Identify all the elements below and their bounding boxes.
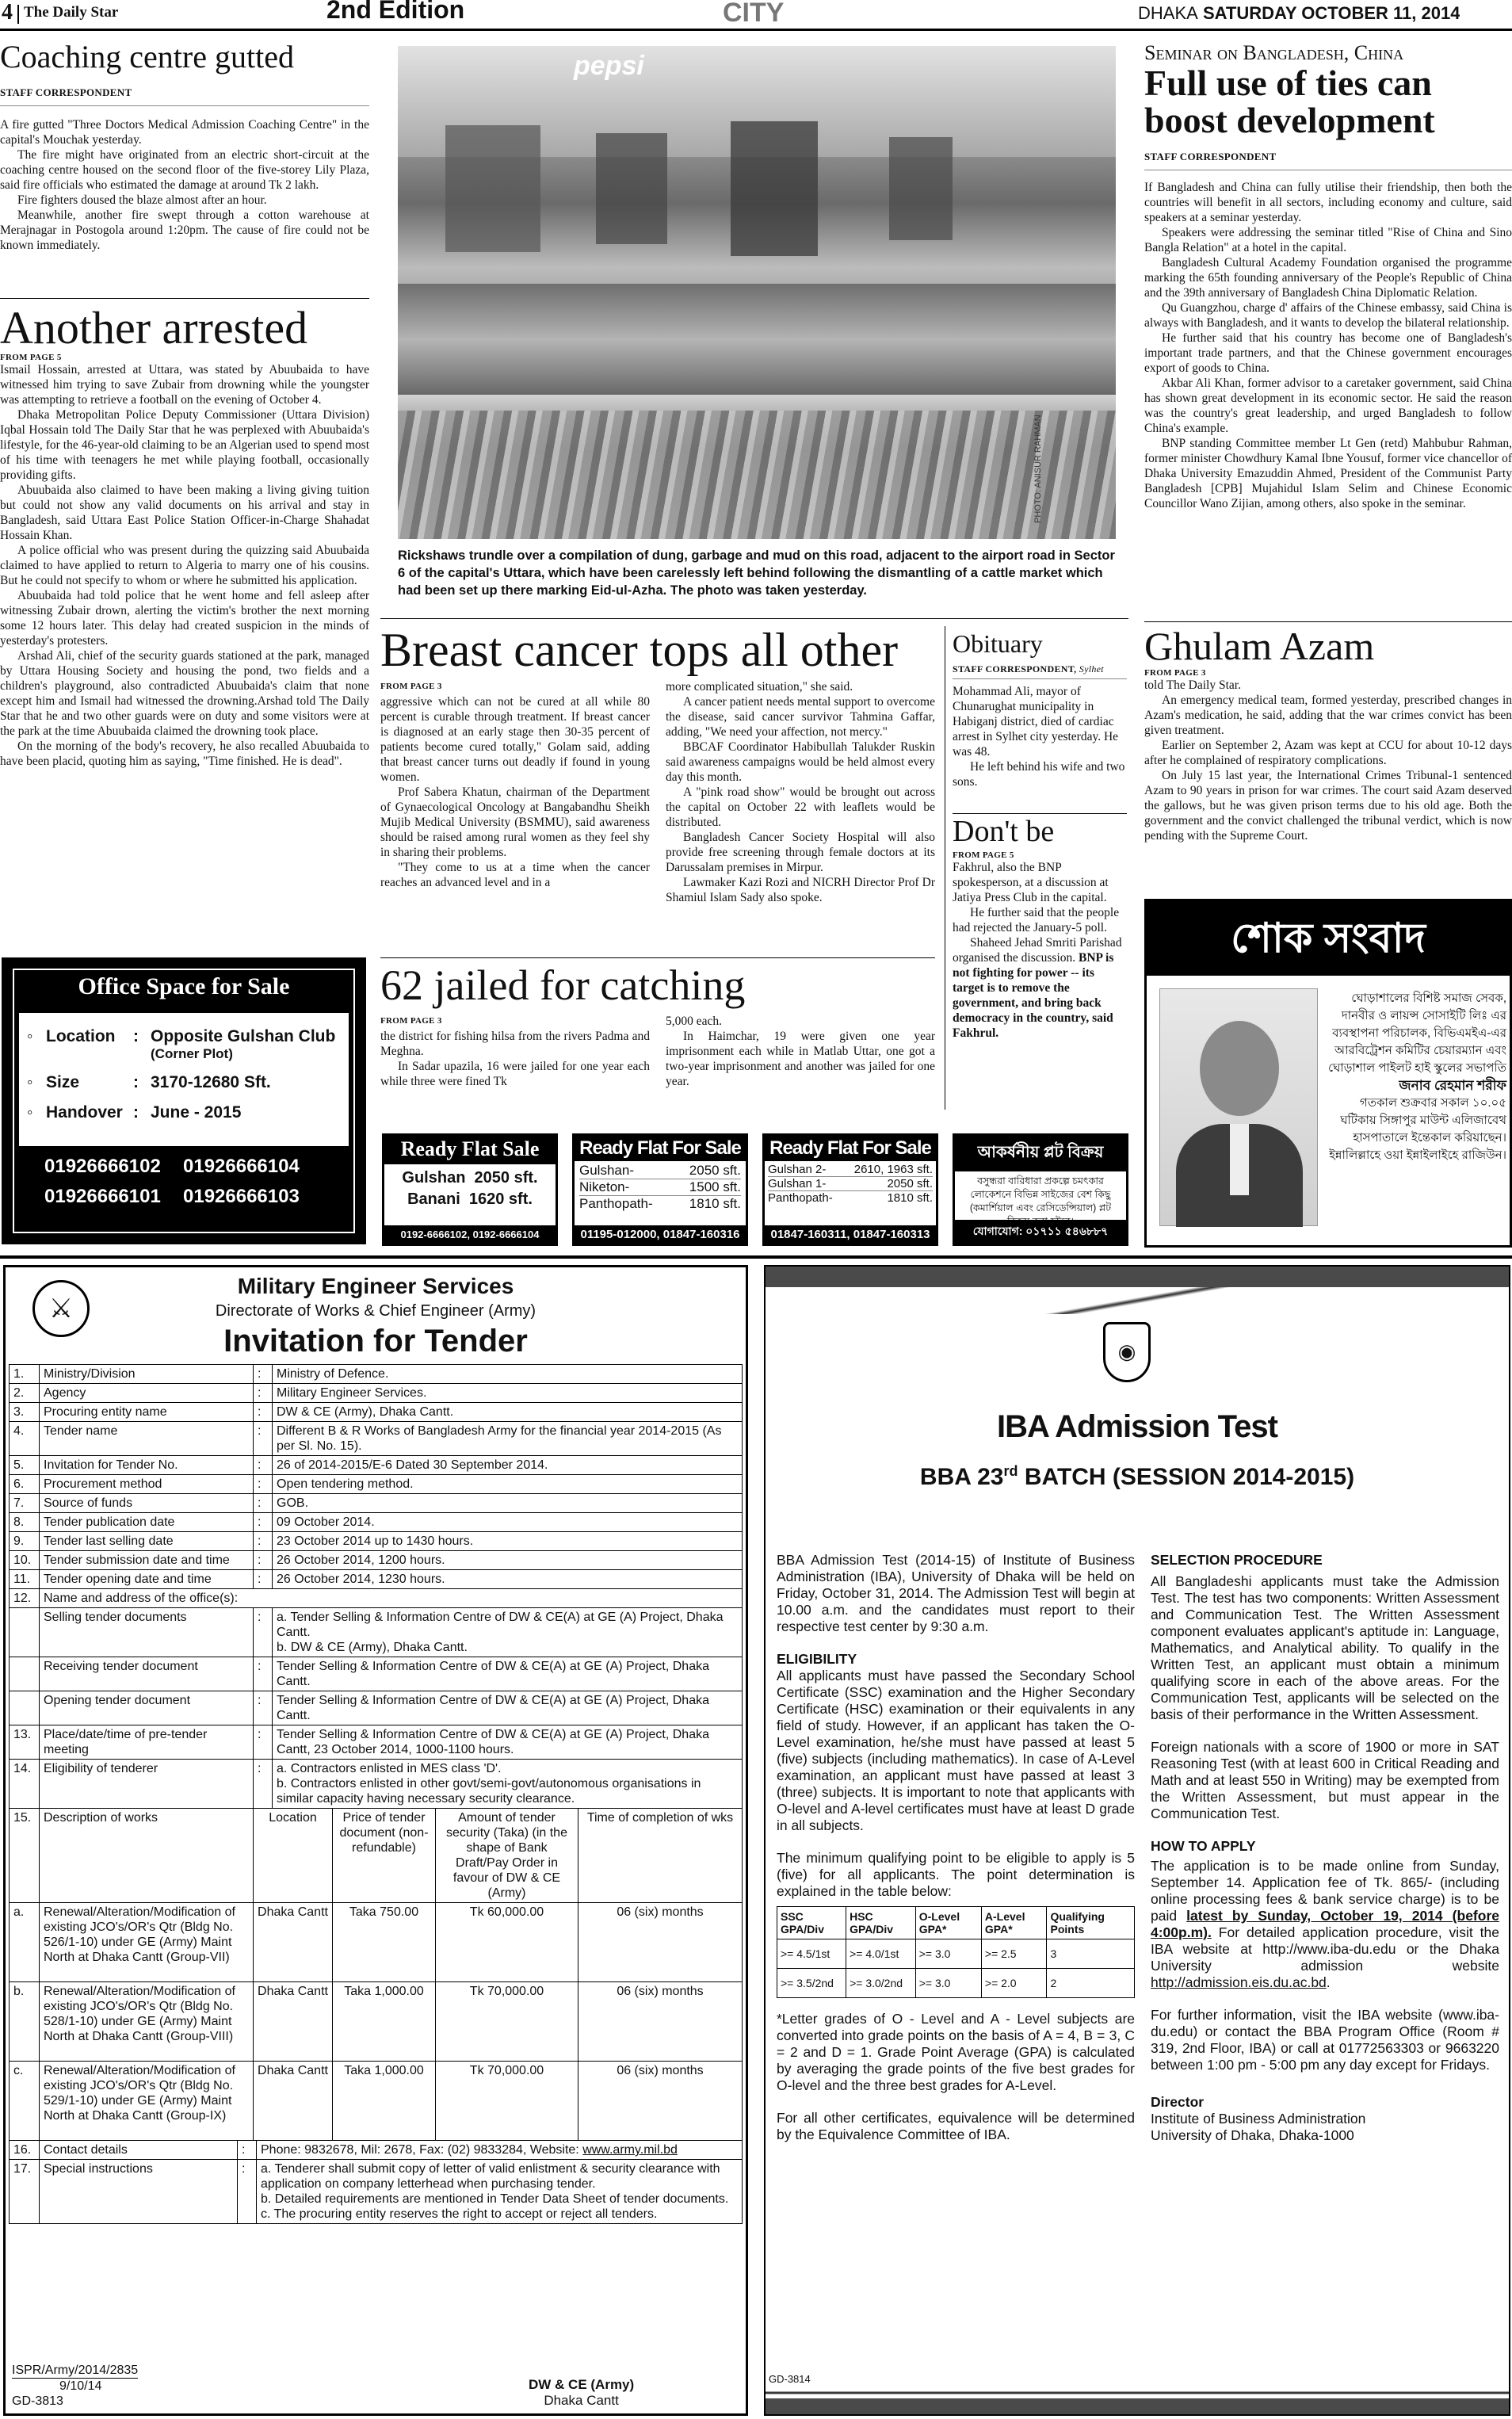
jailed-para: In Haimchar, 19 were given one year imprisonment each while in Matlab Uttar, one got a two-year imprisonment and another was jailed for one year. (666, 1030, 935, 1089)
jailed-article (380, 964, 935, 1122)
flat-ad-3-size: 2610, 1963 sft. (853, 1163, 933, 1176)
iba-admission-link[interactable]: http://admission.eis.du.ac.bd (1151, 1974, 1327, 1990)
tender-cell: 09 October 2014. (273, 1513, 743, 1532)
dontbe-article (953, 816, 1127, 1110)
edition-label: 2nd Edition (326, 0, 465, 24)
tender-cell: 23 October 2014 up to 1430 hours. (273, 1532, 743, 1551)
coaching-article (0, 41, 369, 295)
tender-cell: Place/date/time of pre-tender meeting (40, 1725, 254, 1760)
tender-cell: Tender Selling & Information Centre of DW & CE(A) at GE (A) Project, Dhaka Cantt. (273, 1691, 743, 1725)
cancer-col-1 (380, 679, 650, 905)
cancer-para: Prof Sabera Khatun, chairman of the Department of Gynaecological Oncology at Bangabandhu Sheikh Mujib Medical University (BSMMU), said awareness should be raised among rural women as they feel shy in sharing their problems. (380, 785, 650, 860)
seminar-para: He further said that his country has become one of Bangladesh's important trade partners, and that the Chinese government encourages export of goods to China. (1144, 331, 1512, 375)
office-ad-corner: (Corner Plot) (151, 1046, 233, 1061)
works-cell: Dhaka Cantt (254, 1903, 333, 1982)
iba-title: IBA Admission Test (997, 1409, 1277, 1444)
coaching-body (0, 117, 369, 253)
iba-grid-header-cell: SSC GPA/Div (777, 1907, 846, 1939)
works-header-cell: Description of works (40, 1809, 254, 1903)
seminar-headline: Full use of ties can boost development (1144, 63, 1435, 140)
coaching-para: A fire gutted "Three Doctors Medical Admission Coaching Centre" in the capital's Mouchak yesterday. (0, 117, 369, 147)
divider (380, 618, 1128, 619)
seminar-para: If Bangladesh and China can fully utilise their friendship, then both the countries will benefit in all sectors, including economy and culture, said speakers at a seminar yesterday. (1144, 180, 1512, 224)
seminar-para: Speakers were addressing the seminar titled "Rise of China and Sino Bangla Relation" at a hotel in the capital. (1144, 225, 1512, 254)
flat-ad-2-size: 1500 sft. (689, 1179, 741, 1194)
iba-left-column (777, 1552, 1135, 2143)
du-crest-icon: ◉ (1103, 1322, 1151, 1382)
tender-ref (12, 2363, 138, 2409)
tender-cell: Contact details (40, 2141, 238, 2160)
dontbe-body (953, 860, 1127, 1041)
tender-cell: 9. (10, 1532, 40, 1551)
seminar-para: BNP standing Committee member Lt Gen (retd) Mahbubur Rahman, former minister Chowdhury Kamal Ibne Yousuf, former vice chancellor of Dhaka University Emazuddin Ahmed, President of the Communist Party Bangladesh [CPB] Mujahidul Islam Selim and Chinese Economic Councillor Wano Zijian, among others, also spoke in the seminar. (1144, 436, 1512, 510)
condolence-text: ঘোড়াশালের বিশিষ্ট সমাজ সেবক, দানবীর ও লায়ন্স সোসাইটি লিঃ এর ব্যবস্থাপনা পরিচালক, বিভিএমইএ-এর আরবিট্রেশন কমিটির চেয়ারম্যান এবং ঘোড়াশাল পাইলট হাই স্কুলের সভাপতি (1328, 992, 1506, 1075)
dontbe-para-bold: BNP is not fighting for power -- its target is to remove the government, and bring back democracy in the country, said Fakhrul. (953, 950, 1114, 1040)
tender-org: Military Engineer Services (237, 1274, 514, 1298)
iba-gd: GD-3814 (769, 2373, 811, 2385)
condolence-name: জনাব রেহমান শরীফ (1399, 1078, 1506, 1093)
works-cell: Tk 70,000.00 (436, 2062, 578, 2141)
flat-ad-2-title: Ready Flat For Sale (575, 1136, 746, 1161)
works-header-row: 15. Description of works Location Price of tender document (non-refundable) Amount of tender security (Taka) (in the shape of Bank Draft/Pay Order in favour of DW & CE (Army) Time of completion of wks (10, 1809, 743, 1903)
azam-article (1144, 626, 1512, 888)
tender-cell: 5. (10, 1456, 40, 1475)
tender-cell: Ministry of Defence. (273, 1365, 743, 1384)
cancer-article (380, 626, 935, 967)
office-ad-title: Office Space for Sale (78, 973, 290, 999)
jailed-from-page: FROM PAGE 3 (380, 1016, 442, 1026)
iba-grid-header-cell: A-Level GPA* (981, 1907, 1047, 1939)
seminar-para: Qu Guangzhou, charge d' affairs of the Chinese embassy, said China is always with Bangladesh, and it wants to develop the bilateral relationship. (1144, 300, 1512, 330)
office-ad-row-location: ◦ Location : Opposite Gulshan Club (27, 1027, 336, 1045)
iba-batch (766, 1463, 1509, 1491)
tender-cell: 10. (10, 1551, 40, 1570)
iba-elig: All applicants must have passed the Secondary School Certificate (SSC) examination and the Higher Secondary Certificate (HSC) examination or their equivalents in any field of study. However, if an applicant has taken the O-Level examination, he/she must have passed at least 5 (five) subjects (including mathematics). In case of A-Level examination, an applicant must have passed at least 3 (three) subjects. It is important to note that applicants with O-level and A-level certificates must have at least D grade in all subjects. (777, 1668, 1135, 1833)
flat-ad-2-rows (575, 1161, 746, 1213)
tender-cell: Receiving tender document (40, 1657, 254, 1691)
flat-ad-2-area: Panthopath- (579, 1196, 653, 1211)
works-cell: Dhaka Cantt (254, 2062, 333, 2141)
arrested-headline: Another arrested (0, 304, 308, 353)
works-row (10, 1903, 743, 1982)
jailed-headline: 62 jailed for catching (380, 964, 746, 1009)
office-space-ad (2, 957, 366, 1244)
works-cell: Renewal/Alteration/Modification of existing JCO's/OR's Qtr (Bldg No. 526/1-10) under GE (Army) Maint North at Dhaka Cantt (Group-VII) (40, 1903, 254, 1982)
iba-elig-head: ELIGIBILITY (777, 1651, 857, 1667)
tender-gd: GD-3813 (12, 2394, 63, 2408)
azam-para: Earlier on September 2, Azam was kept at CCU for about 10-12 days after he complained of respiratory complications. (1144, 739, 1512, 767)
coaching-para: The fire might have originated from an electric short-circuit at the coaching centre housed on the second floor of the five-storey Lily Plaza, said fire officials who estimated the damage at around Tk 2 lakh. (0, 147, 369, 192)
tender-row: 6. Procurement method : Open tendering method. (10, 1475, 743, 1494)
tender-cell: GOB. (273, 1494, 743, 1513)
flat-ad-1-line: Banani 1620 sft. (407, 1190, 533, 1208)
cancer-para: aggressive which can not be cured at all while 80 percent is curable through treatment. If breast cancer is diagnosed at an early stage then 30-35 percent of patients become cured totally," Golam said, adding that breast cancer turns out deadly if found in young women. (380, 695, 650, 785)
works-header-cell: Time of completion of wks (578, 1809, 743, 1903)
photo-sign: pepsi (574, 51, 644, 81)
dontbe-para: Fakhrul, also the BNP spokesperson, at a discussion at Jatiya Press Club in the capital. (953, 860, 1109, 904)
plot-ad (953, 1133, 1128, 1246)
jailed-para: 5,000 each. (666, 1015, 723, 1029)
tender-cell: Procuring entity name (40, 1403, 254, 1422)
tender-cell: Procurement method (40, 1475, 254, 1494)
tender-cell: Special instructions (40, 2160, 238, 2224)
works-row (10, 2062, 743, 2141)
tender-cell: 4. (10, 1422, 40, 1456)
cancer-para: more complicated situation," she said. (666, 680, 853, 694)
cancer-para: BBCAF Coordinator Habibullah Talukder Ruskin said awareness campaigns would be held almost every day this month. (666, 740, 935, 785)
jailed-col-2 (666, 1014, 935, 1089)
iba-apply (1151, 1858, 1499, 1991)
dateline-city: DHAKA (1138, 3, 1198, 23)
flat-ad-1 (382, 1133, 558, 1246)
tender-cell: Tender publication date (40, 1513, 254, 1532)
tender-cell: a. Tender Selling & Information Centre of DW & CE(A) at GE (A) Project, Dhaka Cantt. b. DW & CE (Army), Dhaka Cantt. (273, 1608, 743, 1657)
seminar-article (1144, 41, 1512, 620)
tender-cell: Tender opening date and time (40, 1570, 254, 1589)
flat-ad-1-line: Gulshan 2050 sft. (402, 1169, 538, 1187)
tender-row: 7. Source of funds : GOB. (10, 1494, 743, 1513)
azam-para: An emergency medical team, formed yesterday, prescribed changes in Azam's medication, he said, adding that the war crimes convict has been given treatment. (1144, 694, 1512, 737)
tender-ref-number: ISPR/Army/2014/2835 (12, 2364, 139, 2377)
tender-cell: Ministry/Division (40, 1365, 254, 1384)
tender-cell: Military Engineer Services. (273, 1384, 743, 1403)
condolence-title: শোক সংবাদ (1147, 901, 1510, 976)
tender-cell: Source of funds (40, 1494, 254, 1513)
cancer-headline: Breast cancer tops all other (380, 626, 899, 676)
flat-ad-2-size: 2050 sft. (689, 1163, 741, 1178)
iba-apply-text: For detailed application procedure, visit the IBA website at http://www.iba-du.edu or the Dhaka University admission website (1151, 1924, 1499, 1974)
tender-row: 9. Tender last selling date : 23 October 2014 up to 1430 hours. (10, 1532, 743, 1551)
tender-row: 4. Tender name : Different B & R Works of Bangladesh Army for the financial year 2014-2015 (As per Sl. No. 15). (10, 1422, 743, 1456)
office-ad-phone: 01926666104 (183, 1156, 300, 1177)
condolence-text: গতকাল শুক্রবার সকাল ১০.০৫ ঘটিকায় সিঙ্গাপুর মাউন্ট এলিজাবেথ হাসপাতালে ইন্তেকাল করিয়াছেন। ইন্নালিল্লাহে ওয়া ইন্নাইলাইহে রাজিউন। (1329, 1096, 1506, 1162)
jailed-para: the district for fishing hilsa from the rivers Padma and Meghna. (380, 1030, 650, 1059)
works-cell: Renewal/Alteration/Modification of existing JCO's/OR's Qtr (Bldg No. 528/1-10) under GE (Army) Maint North at Dhaka Cantt (Group-VIII) (40, 1982, 254, 2062)
tender-cell: 26 of 2014-2015/E-6 Dated 30 September 2014. (273, 1456, 743, 1475)
iba-batch-post: BATCH (SESSION 2014-2015) (1018, 1464, 1355, 1490)
iba-grid-row (777, 1939, 1135, 1969)
iba-sel-head: SELECTION PROCEDURE (1151, 1552, 1323, 1568)
condolence-ad (1144, 899, 1512, 1248)
office-ad-phones (21, 1156, 346, 1208)
works-cell: c. (10, 2062, 40, 2141)
tender-cell: Tender submission date and time (40, 1551, 254, 1570)
cancer-from-page: FROM PAGE 3 (380, 682, 442, 692)
iba-grid-cell: 2 (1047, 1969, 1135, 1998)
cancer-para: Lawmaker Kazi Rozi and NICRH Director Prof Dr Shamiul Islam Sady also spoke. (666, 876, 935, 905)
iba-grid-cell: >= 4.5/1st (777, 1939, 846, 1969)
tender-cell: Selling tender documents (40, 1608, 254, 1657)
iba-grid-cell: >= 3.0/2nd (846, 1969, 916, 1998)
dontbe-from-page: FROM PAGE 5 (953, 850, 1014, 860)
tender-row: 5. Invitation for Tender No. : 26 of 2014-2015/E-6 Dated 30 September 2014. (10, 1456, 743, 1475)
plot-ad-body: বসুন্ধরা বারিধারা প্রকল্পে চমৎকার লোকেশনে বিভিন্ন সাইজের বেশ কিছু (কমার্শিয়াল এবং রেসিডেন্সিয়াল) প্লট (969, 1175, 1112, 1213)
tender-cell: Tender Selling & Information Centre of DW & CE(A) at GE (A) Project, Dhaka Cantt, 23 October 2014, 1000-1100 hours. (273, 1725, 743, 1760)
tender-notice (3, 1265, 748, 2416)
section-label: CITY (723, 0, 785, 28)
works-table (9, 1808, 743, 2141)
azam-headline: Ghulam Azam (1144, 626, 1375, 668)
azam-body (1144, 678, 1512, 843)
tender-cell: 7. (10, 1494, 40, 1513)
masthead-divider (17, 5, 19, 24)
jailed-col-1 (380, 1014, 650, 1089)
condolence-portrait (1159, 988, 1318, 1226)
arrested-para: Abuubaida also claimed to have been making a living giving tuition but could not show any valid documents on his arrival and stay in Bangladesh, said Uttara East Police Station Officer-in-Charge Shahadat Hossain Khan. (0, 483, 369, 543)
tender-title: Invitation for Tender (223, 1324, 528, 1359)
dontbe-para: He further said that the people had rejected the January-5 poll. (953, 905, 1120, 934)
flat-ad-3-phone: 01847-160311, 01847-160313 (765, 1225, 936, 1244)
works-cell: Dhaka Cantt (254, 1982, 333, 2062)
tender-cell: a. Tenderer shall submit copy of letter of valid enlistment & security clearance with application on company letterhead when purchasing tender. b. Detailed requirements are mentioned in Tender Data Sheet of tender documents. c. The procuring entity reserves the right to accept or reject all tenders. (257, 2160, 743, 2224)
iba-grid-row (777, 1969, 1135, 1998)
tender-table: 1. Ministry/Division : Ministry of Defence. 2. Agency : Military Engineer Services. 3. Procuring entity name : DW & CE (Army), Dhaka Cantt. 4. Tender name : Different B & R Works of Bangladesh Army for the financial year 2014-2015 (As per Sl. No. 15). 5. Invitation for Tender No. : 26 of 2014-2015/E-6 Dated 30 September 2014. 6. Procurement method : Open tendering method. 7. Source of funds : GOB. 8. Tender publication date : 09 October 2014. 9. Tender last selling date : 23 October 2014 up to 1430 hours. 10. Tender submission date and time : 26 October 2014, 1200 hours. 11. Tender opening date and time : 26 October 2014, 1230 hours. 12. Name and address of the office(s): Selling tender documents : a. Tender Selling & Information Centre of DW & CE(A) at GE (A) Project, Dhaka Cantt. b. DW & CE (Army), Dhaka Cantt. Receiving tender document : Tender Selling & Information Centre of DW & CE(A) at GE (A) Project, Dhaka Cantt. Opening tender document : Tender Selling & Information Centre of DW & CE(A) at GE (A) Project, Dhaka Cantt. 13. Place/date/time of pre-tender meeting : Tender Selling & Information Centre of DW & CE(A) at GE (A) Project, Dhaka Cantt, 23 October 2014, 1000-1100 hours. 14. Eligibility of tenderer : a. Contractors enlisted in MES class 'D'. b. Contractors enlisted in other govt/semi-govt/autonomous organisations in similar capacity having necessary security clearance. (9, 1364, 743, 1809)
cancer-col-2 (666, 679, 935, 905)
iba-grid-cell: 3 (1047, 1939, 1135, 1969)
obituary-headline: Obituary (953, 631, 1043, 658)
tender-row: 10. Tender submission date and time : 26 October 2014, 1200 hours. (10, 1551, 743, 1570)
masthead (0, 0, 1512, 30)
seminar-body (1144, 180, 1512, 511)
iba-notice (764, 1265, 1510, 2416)
tender-cell: Different B & R Works of Bangladesh Army for the financial year 2014-2015 (As per Sl. No. 15). (273, 1422, 743, 1456)
divider (1144, 621, 1512, 622)
flat-ad-3 (762, 1133, 938, 1246)
iba-foreign: Foreign nationals with a score of 1900 or more in SAT Reasoning Test (with at least 600 in Critical Reading and Math and at least 550 in Writing) may be exempted from the Written Assessment, but must appear in the Communication Test. (1151, 1739, 1499, 1821)
azam-from-page: FROM PAGE 3 (1144, 668, 1206, 678)
news-photo (398, 46, 1116, 539)
plot-ad-contact: যোগাযোগ: ০১৭১১ ৫৪৬৮৮৭ (955, 1220, 1126, 1244)
coaching-para: Meanwhile, another fire swept through a cotton warehouse at Merajnagar in Postogola around 1:20pm. The cause of fire could not be known immediately. (0, 208, 369, 252)
tender-signer-place: Dhaka Cantt (544, 2393, 619, 2408)
works-cell: a. (10, 1903, 40, 1982)
flat-ad-2 (572, 1133, 748, 1246)
cancer-para: A "pink road show" would be brought out across the capital on October 22 with leaflets would be distributed. (666, 785, 935, 830)
works-cell: Tk 60,000.00 (436, 1903, 578, 1982)
tender-cell: Open tendering method. (273, 1475, 743, 1494)
tender-footer-table: 16. Contact details : Phone: 9832678, Mil: 2678, Fax: (02) 9833284, Website: www.army.mil.bd 17. Special instructions : a. Tenderer shall submit copy of letter of valid enlistment & security clearance with application on company letterhead when purchasing tender. b. Detailed requirements are mentioned in Tender Data Sheet of tender documents. c. The procuring entity reserves the right to accept or reject all tenders. (9, 2140, 743, 2224)
tender-cell: 26 October 2014, 1230 hours. (273, 1570, 743, 1589)
iba-grid-cell: >= 4.0/1st (846, 1939, 916, 1969)
tender-dept: Directorate of Works & Chief Engineer (Army) (215, 1302, 536, 1320)
flat-ad-2-size: 1810 sft. (689, 1196, 741, 1211)
works-cell: Taka 750.00 (333, 1903, 436, 1982)
office-ad-phone: 01926666101 (44, 1186, 161, 1207)
iba-apply-deadline: latest by Sunday, October 19, 2014 (before 4:00p.m). (1151, 1908, 1499, 1940)
tender-cell: Tender last selling date (40, 1532, 254, 1551)
tender-signer (529, 2377, 634, 2409)
iba-equiv: For all other certificates, equivalence will be determined by the Equivalence Committee of IBA. (777, 2110, 1135, 2142)
tender-row: 3. Procuring entity name : DW & CE (Army), Dhaka Cantt. (10, 1403, 743, 1422)
iba-right-column (1151, 1552, 1499, 2144)
seminar-byline: STAFF CORRESPONDENT (1144, 150, 1277, 162)
iba-grid-cell: >= 2.5 (981, 1939, 1047, 1969)
flat-ad-3-rows (765, 1161, 936, 1206)
flat-ad-2-area: Gulshan- (579, 1163, 634, 1178)
arrested-para: On the morning of the body's recovery, he also recalled Abuubaida to have been placid, quoting him as saying, "Time finished. He is dead". (0, 739, 369, 769)
works-cell: 06 (six) months (578, 1903, 743, 1982)
dontbe-para (953, 935, 1127, 1041)
iba-grid-cell: >= 3.0 (915, 1969, 981, 1998)
tender-ref-date: 9/10/14 (59, 2379, 102, 2393)
tender-cell: 8. (10, 1513, 40, 1532)
divider (953, 813, 1127, 814)
office-ad-row-size: ◦ Size : 3170-12680 Sft. (27, 1073, 271, 1091)
tender-cell: 11. (10, 1570, 40, 1589)
tender-website-link[interactable]: www.army.mil.bd (582, 2143, 678, 2157)
flat-ad-3-area: Gulshan 2- (768, 1163, 827, 1176)
iba-batch-pre: BBA 23 (919, 1464, 1004, 1490)
tender-cell: 6. (10, 1475, 40, 1494)
iba-min-qual: The minimum qualifying point to be eligible to apply is 5 (five) for all applicants. The point determination is explained in the table below: (777, 1850, 1135, 1899)
arrested-article (0, 304, 369, 954)
tender-cell: Phone: 9832678, Mil: 2678, Fax: (02) 9833284, Website: www.army.mil.bd (257, 2141, 743, 2160)
flat-ad-3-title: Ready Flat For Sale (765, 1136, 936, 1161)
flat-ad-1-title: Ready Flat Sale (384, 1136, 556, 1164)
tender-cell: 26 October 2014, 1200 hours. (273, 1551, 743, 1570)
arrested-from-page: FROM PAGE 5 (0, 353, 62, 363)
iba-grid-cell: >= 2.0 (981, 1969, 1047, 1998)
tender-cell: Invitation for Tender No. (40, 1456, 254, 1475)
tender-row: 1. Ministry/Division : Ministry of Defence. (10, 1365, 743, 1384)
works-cell: 06 (six) months (578, 2062, 743, 2141)
flat-ad-3-area: Panthopath- (768, 1191, 833, 1205)
tender-cell: Tender name (40, 1422, 254, 1456)
works-cell: b. (10, 1982, 40, 2062)
tender-cell: Name and address of the office(s): (40, 1589, 743, 1608)
iba-intro: BBA Admission Test (2014-15) of Institute of Business Administration (IBA), University of Dhaka will be held on Friday, October 31, 2014. The Admission Test will begin at 10.00 a.m. and the candidates must report to their respective test center by 9:30 a.m. (777, 1552, 1135, 1634)
iba-director: Director (1151, 2094, 1205, 2110)
cancer-para: "They come to us at a time when the cancer reaches an advanced level and in a (380, 861, 650, 890)
jailed-para: In Sadar upazila, 16 were jailed for one year each while three were fined Tk (380, 1060, 650, 1089)
azam-para: On July 15 last year, the International Crimes Tribunal-1 sentenced Azam to 90 years in prison for war crimes. The court said Azam deserved the gallows, but he was given prison terms due to his old age. Both the government and the convict challenged the tribunal verdict, which is now pending with the Supreme Court. (1144, 769, 1512, 843)
works-cell: Taka 1,000.00 (333, 2062, 436, 2141)
arrested-para: A police official who was present during the quizzing said Abuubaida claimed to have applied to return to Algeria to marry one of his cousins. But he could not specify to whom or where he submitted his application. (0, 544, 369, 588)
dontbe-headline: Don't be (953, 816, 1055, 848)
divider (0, 298, 369, 299)
works-cell: 06 (six) months (578, 1982, 743, 2062)
cancer-para: Bangladesh Cancer Society Hospital will also provide free screening through female doctors at its Darussalam premises in Mirpur. (666, 831, 935, 875)
seminar-kicker: Seminar on Bangladesh, China (1144, 41, 1404, 64)
plot-ad-title: আকর্ষনীয় প্লট বিক্রয় (955, 1136, 1126, 1171)
tender-cell: 2. (10, 1384, 40, 1403)
coaching-para: Fire fighters doused the blaze almost after an hour. (17, 193, 267, 207)
coaching-byline: STAFF CORRESPONDENT (0, 86, 132, 98)
page-number: 4 (2, 0, 13, 25)
obituary-text: He left behind his wife and two sons. (953, 759, 1125, 789)
iba-grid (777, 1906, 1135, 1998)
obituary-byline-place: Sylhet (1079, 663, 1104, 674)
dateline-date: SATURDAY OCTOBER 11, 2014 (1203, 3, 1460, 23)
arrested-body (0, 362, 369, 769)
flat-ad-3-size: 1810 sft. (887, 1191, 933, 1205)
works-cell: Taka 1,000.00 (333, 1982, 436, 2062)
iba-grid-header-cell: Qualifying Points (1047, 1907, 1135, 1939)
arrested-para: Dhaka Metropolitan Police Deputy Commissioner (Uttara Division) Iqbal Hossain told The Daily Star that he was perplexed with Abuubaida's lifestyle, for the 46-year-old claiming to be an Algerian used to spend most of his time with teenagers he met while playing football, occasionally providing gifts. (0, 408, 369, 483)
obituary-body (953, 684, 1127, 789)
works-row (10, 1982, 743, 2062)
coaching-headline: Coaching centre gutted (0, 41, 294, 75)
tender-cell: 3. (10, 1403, 40, 1422)
obituary-byline (953, 663, 1127, 675)
obituary-text: Mohammad Ali, mayor of Chunarughat municipality in Habiganj district, died of cardiac arrest in Sylhet city yesterday. He was 48. (953, 684, 1119, 759)
tender-cell: Opening tender document (40, 1691, 254, 1725)
paper-name: The Daily Star (24, 4, 119, 21)
works-header-cell: Location (254, 1809, 333, 1903)
condolence-body (1323, 990, 1506, 1164)
tender-cell: Agency (40, 1384, 254, 1403)
tender-row: 11. Tender opening date and time : 26 October 2014, 1230 hours. (10, 1570, 743, 1589)
iba-inst: Institute of Business Administration (1151, 2111, 1366, 2127)
works-header-cell: Price of tender document (non-refundable) (333, 1809, 436, 1903)
works-header-cell: Amount of tender security (Taka) (in the shape of Bank Draft/Pay Order in favour of DW & CE (Army) (436, 1809, 578, 1903)
flat-ad-3-size: 2050 sft. (887, 1177, 933, 1190)
tender-row: 2. Agency : Military Engineer Services. (10, 1384, 743, 1403)
seminar-para: Akbar Ali Khan, former advisor to a caretaker government, said China has shown great development in its economic sector. He said the reason was the country's great leadership, and urged Bangladesh to follow China's example. (1144, 376, 1512, 435)
works-cell: Tk 70,000.00 (436, 1982, 578, 2062)
section-rule (0, 1255, 1512, 1259)
tender-cell: 12. (10, 1589, 40, 1608)
arrested-para: Abuubaida had told police that he went home and fell asleep after witnessing Zubair drown, alerting the victim's brother the next morning some 12 hours later. This delay had created suspicion in the minds of yesterday's protesters. (0, 589, 369, 648)
works-cell: Renewal/Alteration/Modification of existing JCO's/OR's Qtr (Bldg No. 529/1-10) under GE (Army) Maint North at Dhaka Cantt (Group-IX) (40, 2062, 254, 2141)
tender-row: 8. Tender publication date : 09 October 2014. (10, 1513, 743, 1532)
tender-cell: Tender Selling & Information Centre of DW & CE(A) at GE (A) Project, Dhaka Cantt. (273, 1657, 743, 1691)
masthead-rule (0, 29, 1512, 31)
dontbe-para-start: Shaheed Jehad Smriti Parishad organised the discussion. (953, 935, 1122, 965)
iba-grid-cell: >= 3.0 (915, 1939, 981, 1969)
azam-para: told The Daily Star. (1144, 678, 1241, 692)
tender-signer-title: DW & CE (Army) (529, 2377, 635, 2392)
iba-apply-head: HOW TO APPLY (1151, 1838, 1256, 1854)
obituary-byline-text: STAFF CORRESPONDENT, (953, 663, 1077, 674)
tender-cell: Eligibility of tenderer (40, 1760, 254, 1809)
iba-grade-note: *Letter grades of O - Level and A - Level subjects are converted into grade points on the basis of A = 4, B = 3, C = 2 and D = 1. Grade Point Average (GPA) is calculated by averaging the grade points of the five best grades for O-level and the three best grades for A-Level. (777, 2011, 1135, 2093)
divider (380, 957, 935, 958)
arrested-para: Ismail Hossain, arrested at Uttara, was stated by Abuubaida to have witnessed him trying to save Zubair from drowning while the youngster was attempting to retrieve a football on the evening of October 4. (0, 363, 369, 407)
cancer-para: A cancer patient needs mental support to overcome the disease, said cancer survivor Tahmina Gaffar, adding, "We need your affection, not mercy." (666, 695, 935, 739)
iba-univ: University of Dhaka, Dhaka-1000 (1151, 2127, 1354, 2143)
flat-ad-3-area: Gulshan 1- (768, 1177, 827, 1190)
iba-grid-header-cell: O-Level GPA* (915, 1907, 981, 1939)
mes-emblem-icon: ⚔ (32, 1280, 90, 1337)
tender-cell: 1. (10, 1365, 40, 1384)
iba-grid-header-cell: HSC GPA/Div (846, 1907, 916, 1939)
tender-cell: a. Contractors enlisted in MES class 'D'. b. Contractors enlisted in other govt/semi-govt/autonomous organisations in similar capacity having necessary security clearance. (273, 1760, 743, 1809)
iba-grid-cell: >= 3.5/2nd (777, 1969, 846, 1998)
arrested-para: Arshad Ali, chief of the security guards stationed at the park, managed by Uttara Housing Society and housing the pond, two fields and a children's playground, also contradicted Abuubaida's claim that none except him and Ismail had witnessed the drowning.Arshad told The Daily Star that he and two other guards were on duty and some visitors were at the park at the time Abuubaida claimed the drowning took place. (0, 649, 369, 739)
iba-apply-text: . (1326, 1974, 1331, 1990)
photo-credit: PHOTO: ANISUR RAHMAN (1033, 415, 1043, 523)
iba-batch-sup: rd (1003, 1463, 1018, 1479)
flat-ad-2-area: Niketon- (579, 1179, 630, 1194)
office-ad-phone: 01926666103 (183, 1186, 300, 1207)
seminar-para: Bangladesh Cultural Academy Foundation organised the programme marking the 65th founding anniversary of the People's Republic of China and the 39th anniversary of Bangladesh China Diplomatic Relation. (1144, 255, 1512, 300)
flat-ad-2-phone: 01195-012000, 01847-160316 (575, 1225, 746, 1244)
iba-apply-text: The application is to be made online from Sunday, September 14. Application fee of Tk. 865/- (including online processing fees & bank service charge) is to be paid (1151, 1858, 1499, 1924)
obituary-article (953, 631, 1127, 813)
tender-cell: DW & CE (Army), Dhaka Cantt. (273, 1403, 743, 1422)
iba-info: For further information, visit the IBA website (www.iba-du.edu) or contact the BBA Program Office (Room # 319, 2nd Floor, IBA) or call at 01772563303 or 9663220 between 1:00 pm - 5:00 pm any day except for Fridays. (1151, 2007, 1499, 2073)
office-ad-phone: 01926666102 (44, 1156, 161, 1177)
flat-ad-1-phone: 0192-6666102, 0192-6666104 (384, 1225, 556, 1244)
photo-caption: Rickshaws trundle over a compilation of dung, garbage and mud on this road, adjacent to the airport road in Sector 6 of the capital's Uttara, which have been carelessly left behind following the dismantling of a cattle market which had been set up there marking Eid-ul-Azha. The photo was taken yesterday. (398, 548, 1115, 598)
office-ad-row-handover: ◦ Handover : June - 2015 (27, 1103, 242, 1122)
iba-sel: All Bangladeshi applicants must take the Admission Test. The test has two components: Written Assessment and Communication Test. The Written Assessment component evaluates applicant's aptitude in: Language, Mathematics, and Analytical ability. To qualify in the Written Test, an applicant must obtain a minimum qualifying score in each of the above areas. For the Communication Test, applicants will be selected on the basis of their performance in the Written Assessment. (1151, 1573, 1499, 1722)
